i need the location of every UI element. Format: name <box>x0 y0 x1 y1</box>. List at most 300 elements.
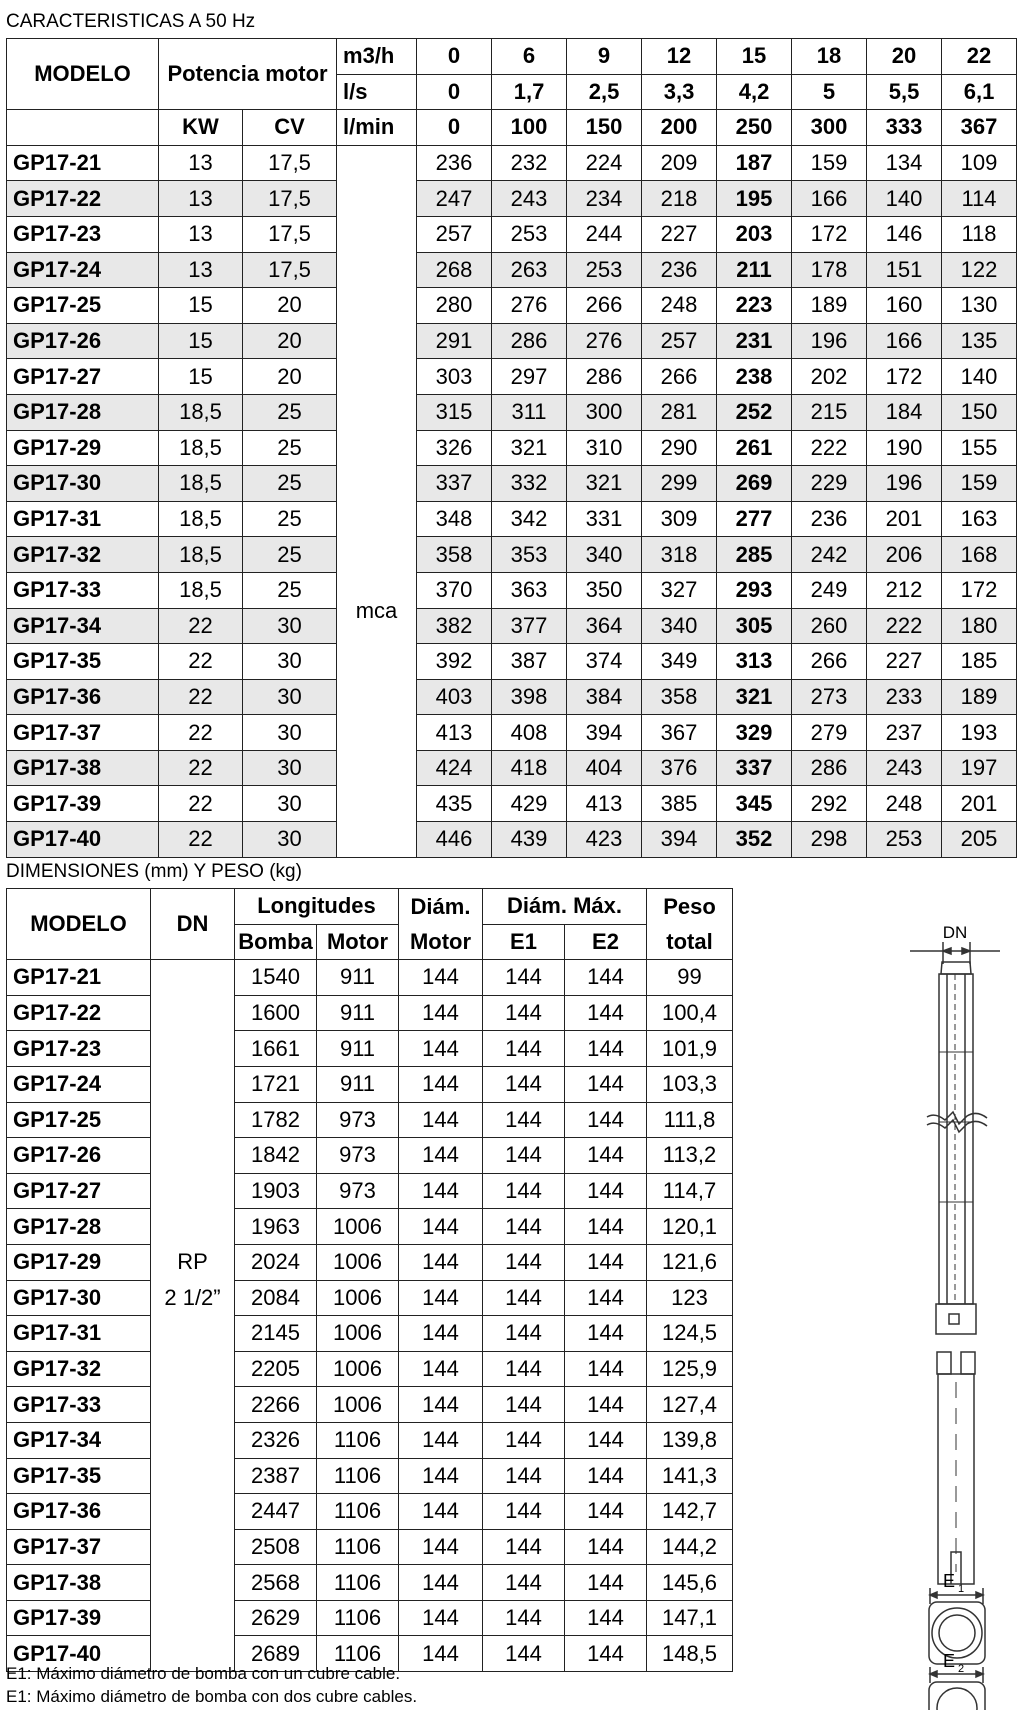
table-row <box>7 323 1017 359</box>
head-value-cell: 266 <box>792 644 867 680</box>
head-value-cell: 201 <box>867 501 942 537</box>
diam-e2-cell: 144 <box>565 1102 647 1138</box>
head-value-cell: 332 <box>492 466 567 502</box>
model-cell: GP17-40 <box>7 822 159 858</box>
flow-m3h: 0 <box>417 39 492 75</box>
kw-cell: 18,5 <box>159 394 243 430</box>
head-value-cell: 134 <box>867 145 942 181</box>
length-motor-cell: 911 <box>317 1031 399 1067</box>
dn-cell: 2 1/2” <box>151 1280 235 1316</box>
head-value-cell: 329 <box>717 715 792 751</box>
head-value-cell: 309 <box>642 501 717 537</box>
head-value-cell: 382 <box>417 608 492 644</box>
kw-cell: 22 <box>159 715 243 751</box>
head-value-cell: 236 <box>792 501 867 537</box>
length-motor-cell: 1006 <box>317 1209 399 1245</box>
e2-label-sub: 2 <box>958 1663 965 1675</box>
cv-cell: 30 <box>243 822 337 858</box>
flow-ls: 0 <box>417 74 492 110</box>
flow-lmin: 367 <box>942 110 1017 146</box>
head-value-cell: 205 <box>942 822 1017 858</box>
head-value-cell: 249 <box>792 572 867 608</box>
table-row <box>7 501 1017 537</box>
head-value-cell: 364 <box>567 608 642 644</box>
header-cv: CV <box>243 110 337 146</box>
head-value-cell: 286 <box>492 323 567 359</box>
table-row <box>7 1280 733 1316</box>
diam-e1-cell: 144 <box>483 1102 565 1138</box>
weight-cell: 147,1 <box>647 1600 733 1636</box>
model-cell: GP17-24 <box>7 252 159 288</box>
head-value-cell: 209 <box>642 145 717 181</box>
cv-cell: 25 <box>243 537 337 573</box>
length-bomba-cell: 2689 <box>235 1636 317 1672</box>
kw-cell: 22 <box>159 750 243 786</box>
head-value-cell: 268 <box>417 252 492 288</box>
model-cell: GP17-21 <box>7 145 159 181</box>
diam-e2-cell: 144 <box>565 995 647 1031</box>
cv-cell: 25 <box>243 394 337 430</box>
table-row <box>7 1565 733 1601</box>
head-value-cell: 233 <box>867 679 942 715</box>
flow-lmin: 0 <box>417 110 492 146</box>
table-row <box>7 644 1017 680</box>
head-value-cell: 223 <box>717 288 792 324</box>
head-value-cell: 222 <box>867 608 942 644</box>
length-motor-cell: 1006 <box>317 1244 399 1280</box>
unit-mca-cell <box>337 145 417 857</box>
cv-cell: 25 <box>243 572 337 608</box>
diam-e2-cell: 144 <box>565 1209 647 1245</box>
head-value-cell: 180 <box>942 608 1017 644</box>
diam-e2-cell: 144 <box>565 1565 647 1601</box>
length-bomba-cell: 1842 <box>235 1138 317 1174</box>
weight-cell: 145,6 <box>647 1565 733 1601</box>
length-motor-cell: 1006 <box>317 1280 399 1316</box>
length-bomba-cell: 2145 <box>235 1316 317 1352</box>
length-motor-cell: 911 <box>317 995 399 1031</box>
diam-e2-cell: 144 <box>565 1458 647 1494</box>
length-bomba-cell: 1661 <box>235 1031 317 1067</box>
head-value-cell: 243 <box>867 750 942 786</box>
flow-lmin: 200 <box>642 110 717 146</box>
diam-e1-cell: 144 <box>483 1529 565 1565</box>
flow-ls: 1,7 <box>492 74 567 110</box>
flow-ls: 5 <box>792 74 867 110</box>
length-motor-cell: 1006 <box>317 1351 399 1387</box>
head-value-cell: 197 <box>942 750 1017 786</box>
head-value-cell: 446 <box>417 822 492 858</box>
head-value-cell: 238 <box>717 359 792 395</box>
head-value-cell: 315 <box>417 394 492 430</box>
head-value-cell: 215 <box>792 394 867 430</box>
diam-motor-cell: 144 <box>399 1387 483 1423</box>
diam-e2-cell: 144 <box>565 1280 647 1316</box>
head-value-cell: 286 <box>792 750 867 786</box>
pump-drawing <box>905 912 1015 1710</box>
dn-cell <box>151 1600 235 1636</box>
header-diam-motor-2: Motor <box>399 924 483 960</box>
model-cell: GP17-39 <box>7 786 159 822</box>
head-value-cell: 140 <box>867 181 942 217</box>
head-value-cell: 429 <box>492 786 567 822</box>
diam-motor-cell: 144 <box>399 1066 483 1102</box>
dn-cell <box>151 1494 235 1530</box>
table-row <box>7 1138 733 1174</box>
head-value-cell: 172 <box>942 572 1017 608</box>
head-value-cell: 261 <box>717 430 792 466</box>
head-value-cell: 163 <box>942 501 1017 537</box>
head-value-cell: 237 <box>867 715 942 751</box>
model-cell: GP17-26 <box>7 323 159 359</box>
table-row <box>7 572 1017 608</box>
cv-cell: 25 <box>243 430 337 466</box>
head-value-cell: 184 <box>867 394 942 430</box>
head-value-cell: 206 <box>867 537 942 573</box>
table-row <box>7 715 1017 751</box>
head-value-cell: 118 <box>942 216 1017 252</box>
head-value-cell: 311 <box>492 394 567 430</box>
model-cell: GP17-35 <box>7 644 159 680</box>
head-value-cell: 159 <box>942 466 1017 502</box>
table-row <box>7 786 1017 822</box>
head-value-cell: 109 <box>942 145 1017 181</box>
model-cell: GP17-37 <box>7 715 159 751</box>
head-value-cell: 321 <box>717 679 792 715</box>
table-row <box>7 1316 733 1352</box>
model-cell: GP17-35 <box>7 1458 151 1494</box>
head-value-cell: 159 <box>792 145 867 181</box>
flow-lmin: 300 <box>792 110 867 146</box>
model-cell: GP17-28 <box>7 394 159 430</box>
weight-cell: 144,2 <box>647 1529 733 1565</box>
model-cell: GP17-32 <box>7 537 159 573</box>
table-row <box>7 750 1017 786</box>
diam-e1-cell: 144 <box>483 1565 565 1601</box>
head-value-cell: 342 <box>492 501 567 537</box>
head-value-cell: 279 <box>792 715 867 751</box>
head-value-cell: 331 <box>567 501 642 537</box>
kw-cell: 13 <box>159 181 243 217</box>
model-cell: GP17-22 <box>7 181 159 217</box>
length-motor-cell: 1106 <box>317 1422 399 1458</box>
head-value-cell: 277 <box>717 501 792 537</box>
table-row <box>7 995 733 1031</box>
head-value-cell: 260 <box>792 608 867 644</box>
length-bomba-cell: 2629 <box>235 1600 317 1636</box>
flow-ls: 5,5 <box>867 74 942 110</box>
flow-m3h: 6 <box>492 39 567 75</box>
head-value-cell: 269 <box>717 466 792 502</box>
header-kw: KW <box>159 110 243 146</box>
kw-cell: 18,5 <box>159 572 243 608</box>
head-value-cell: 257 <box>417 216 492 252</box>
length-bomba-cell: 1540 <box>235 960 317 996</box>
dn-cell <box>151 1422 235 1458</box>
head-value-cell: 155 <box>942 430 1017 466</box>
head-value-cell: 337 <box>417 466 492 502</box>
head-value-cell: 140 <box>942 359 1017 395</box>
model-cell: GP17-40 <box>7 1636 151 1672</box>
header-peso: Peso <box>647 889 733 925</box>
head-value-cell: 252 <box>717 394 792 430</box>
kw-cell: 18,5 <box>159 537 243 573</box>
length-bomba-cell: 1600 <box>235 995 317 1031</box>
diam-motor-cell: 144 <box>399 1138 483 1174</box>
pump-body <box>939 974 973 1304</box>
kw-cell: 22 <box>159 679 243 715</box>
diam-motor-cell: 144 <box>399 1316 483 1352</box>
head-value-cell: 201 <box>942 786 1017 822</box>
header-unit-ls: l/s <box>337 74 417 110</box>
head-value-cell: 408 <box>492 715 567 751</box>
head-value-cell: 253 <box>567 252 642 288</box>
cv-cell: 20 <box>243 323 337 359</box>
head-value-cell: 172 <box>867 359 942 395</box>
head-value-cell: 231 <box>717 323 792 359</box>
length-motor-cell: 1006 <box>317 1316 399 1352</box>
weight-cell: 103,3 <box>647 1066 733 1102</box>
length-motor-cell: 1106 <box>317 1565 399 1601</box>
kw-cell: 15 <box>159 288 243 324</box>
header-e1: E1 <box>483 924 565 960</box>
head-value-cell: 303 <box>417 359 492 395</box>
head-value-cell: 300 <box>567 394 642 430</box>
head-value-cell: 130 <box>942 288 1017 324</box>
dn-cell: RP <box>151 1244 235 1280</box>
table-row <box>7 359 1017 395</box>
cv-cell: 20 <box>243 288 337 324</box>
head-value-cell: 187 <box>717 145 792 181</box>
head-value-cell: 321 <box>492 430 567 466</box>
table-row <box>7 1173 733 1209</box>
head-value-cell: 234 <box>567 181 642 217</box>
header-potencia-motor: Potencia motor <box>159 39 337 110</box>
head-value-cell: 385 <box>642 786 717 822</box>
cv-cell: 30 <box>243 750 337 786</box>
kw-cell: 15 <box>159 323 243 359</box>
length-bomba-cell: 2568 <box>235 1565 317 1601</box>
model-cell: GP17-24 <box>7 1066 151 1102</box>
dimensions-title: DIMENSIONES (mm) Y PESO (kg) <box>6 861 302 882</box>
diam-motor-cell: 144 <box>399 1494 483 1530</box>
head-value-cell: 178 <box>792 252 867 288</box>
diam-e1-cell: 144 <box>483 1422 565 1458</box>
head-value-cell: 413 <box>417 715 492 751</box>
weight-cell: 101,9 <box>647 1031 733 1067</box>
head-value-cell: 394 <box>642 822 717 858</box>
dimensions-table <box>6 888 733 1672</box>
head-value-cell: 305 <box>717 608 792 644</box>
weight-cell: 139,8 <box>647 1422 733 1458</box>
diam-e2-cell: 144 <box>565 960 647 996</box>
head-value-cell: 202 <box>792 359 867 395</box>
weight-cell: 142,7 <box>647 1494 733 1530</box>
head-value-cell: 424 <box>417 750 492 786</box>
flow-ls: 2,5 <box>567 74 642 110</box>
head-value-cell: 266 <box>642 359 717 395</box>
cv-cell: 25 <box>243 466 337 502</box>
table-row <box>7 430 1017 466</box>
diam-e2-cell: 144 <box>565 1351 647 1387</box>
length-bomba-cell: 2084 <box>235 1280 317 1316</box>
model-cell: GP17-23 <box>7 1031 151 1067</box>
head-value-cell: 297 <box>492 359 567 395</box>
diam-motor-cell: 144 <box>399 1565 483 1601</box>
head-value-cell: 403 <box>417 679 492 715</box>
dn-cell <box>151 1102 235 1138</box>
weight-cell: 141,3 <box>647 1458 733 1494</box>
head-value-cell: 290 <box>642 430 717 466</box>
diam-e1-cell: 144 <box>483 995 565 1031</box>
head-value-cell: 377 <box>492 608 567 644</box>
diam-e2-cell: 144 <box>565 1494 647 1530</box>
table-row <box>7 537 1017 573</box>
header-modelo: MODELO <box>7 39 159 110</box>
length-bomba-cell: 1963 <box>235 1209 317 1245</box>
unit-mca-label: mca <box>355 598 398 624</box>
cv-cell: 17,5 <box>243 181 337 217</box>
header-unit-lmin: l/min <box>337 110 417 146</box>
head-value-cell: 160 <box>867 288 942 324</box>
diam-motor-cell: 144 <box>399 1351 483 1387</box>
table-row <box>7 216 1017 252</box>
footnote-e2: E1: Máximo diámetro de bomba con dos cubre cables. <box>6 1687 418 1706</box>
diam-motor-cell: 144 <box>399 995 483 1031</box>
header-e2: E2 <box>565 924 647 960</box>
head-value-cell: 363 <box>492 572 567 608</box>
head-value-cell: 310 <box>567 430 642 466</box>
length-motor-cell: 911 <box>317 1066 399 1102</box>
length-motor-cell: 1106 <box>317 1494 399 1530</box>
model-cell: GP17-28 <box>7 1209 151 1245</box>
table-row <box>7 288 1017 324</box>
head-value-cell: 286 <box>567 359 642 395</box>
head-value-cell: 253 <box>867 822 942 858</box>
head-value-cell: 392 <box>417 644 492 680</box>
length-motor-cell: 1106 <box>317 1458 399 1494</box>
head-value-cell: 358 <box>642 679 717 715</box>
table-row <box>7 252 1017 288</box>
table-row <box>7 466 1017 502</box>
head-value-cell: 185 <box>942 644 1017 680</box>
head-value-cell: 292 <box>792 786 867 822</box>
diam-e1-cell: 144 <box>483 1458 565 1494</box>
cv-cell: 25 <box>243 501 337 537</box>
weight-cell: 120,1 <box>647 1209 733 1245</box>
diam-motor-cell: 144 <box>399 1209 483 1245</box>
dn-cell <box>151 1066 235 1102</box>
table-row <box>7 1458 733 1494</box>
length-motor-cell: 973 <box>317 1138 399 1174</box>
dn-cell <box>151 1209 235 1245</box>
table-row <box>7 960 733 996</box>
head-value-cell: 280 <box>417 288 492 324</box>
diam-e1-cell: 144 <box>483 1244 565 1280</box>
weight-cell: 100,4 <box>647 995 733 1031</box>
diam-e1-cell: 144 <box>483 1173 565 1209</box>
head-value-cell: 195 <box>717 181 792 217</box>
head-value-cell: 350 <box>567 572 642 608</box>
diam-e2-cell: 144 <box>565 1138 647 1174</box>
flow-m3h: 20 <box>867 39 942 75</box>
head-value-cell: 236 <box>642 252 717 288</box>
kw-cell: 18,5 <box>159 466 243 502</box>
head-value-cell: 384 <box>567 679 642 715</box>
dn-cell <box>151 1138 235 1174</box>
kw-cell: 18,5 <box>159 430 243 466</box>
head-value-cell: 114 <box>942 181 1017 217</box>
weight-cell: 124,5 <box>647 1316 733 1352</box>
diam-e1-cell: 144 <box>483 1494 565 1530</box>
head-value-cell: 227 <box>642 216 717 252</box>
model-cell: GP17-30 <box>7 466 159 502</box>
diam-motor-cell: 144 <box>399 1280 483 1316</box>
head-value-cell: 168 <box>942 537 1017 573</box>
weight-cell: 99 <box>647 960 733 996</box>
head-value-cell: 273 <box>792 679 867 715</box>
head-value-cell: 374 <box>567 644 642 680</box>
head-value-cell: 266 <box>567 288 642 324</box>
diam-e2-cell: 144 <box>565 1031 647 1067</box>
flow-m3h: 18 <box>792 39 867 75</box>
diam-e2-cell: 144 <box>565 1636 647 1672</box>
length-bomba-cell: 2326 <box>235 1422 317 1458</box>
length-motor-cell: 1106 <box>317 1636 399 1672</box>
kw-cell: 18,5 <box>159 501 243 537</box>
head-value-cell: 229 <box>792 466 867 502</box>
head-value-cell: 345 <box>717 786 792 822</box>
head-value-cell: 367 <box>642 715 717 751</box>
head-value-cell: 247 <box>417 181 492 217</box>
pump-joint <box>936 1304 976 1334</box>
diam-e1-cell: 144 <box>483 1636 565 1672</box>
head-value-cell: 263 <box>492 252 567 288</box>
model-cell: GP17-26 <box>7 1138 151 1174</box>
head-value-cell: 358 <box>417 537 492 573</box>
kw-cell: 22 <box>159 644 243 680</box>
table-row <box>7 1066 733 1102</box>
head-value-cell: 439 <box>492 822 567 858</box>
head-value-cell: 376 <box>642 750 717 786</box>
head-value-cell: 387 <box>492 644 567 680</box>
weight-cell: 123 <box>647 1280 733 1316</box>
head-value-cell: 224 <box>567 145 642 181</box>
model-cell: GP17-31 <box>7 1316 151 1352</box>
flow-m3h: 22 <box>942 39 1017 75</box>
model-cell: GP17-21 <box>7 960 151 996</box>
weight-cell: 127,4 <box>647 1387 733 1423</box>
diam-e1-cell: 144 <box>483 1280 565 1316</box>
kw-cell: 22 <box>159 608 243 644</box>
head-value-cell: 172 <box>792 216 867 252</box>
dn-cell <box>151 1316 235 1352</box>
flow-m3h: 15 <box>717 39 792 75</box>
head-value-cell: 196 <box>867 466 942 502</box>
head-value-cell: 298 <box>792 822 867 858</box>
diam-e1-cell: 144 <box>483 1138 565 1174</box>
kw-cell: 15 <box>159 359 243 395</box>
head-value-cell: 276 <box>567 323 642 359</box>
table-row <box>7 181 1017 217</box>
head-value-cell: 227 <box>867 644 942 680</box>
head-value-cell: 321 <box>567 466 642 502</box>
length-bomba-cell: 2447 <box>235 1494 317 1530</box>
head-value-cell: 244 <box>567 216 642 252</box>
length-motor-cell: 911 <box>317 960 399 996</box>
diam-e2-cell: 144 <box>565 1422 647 1458</box>
head-value-cell: 211 <box>717 252 792 288</box>
